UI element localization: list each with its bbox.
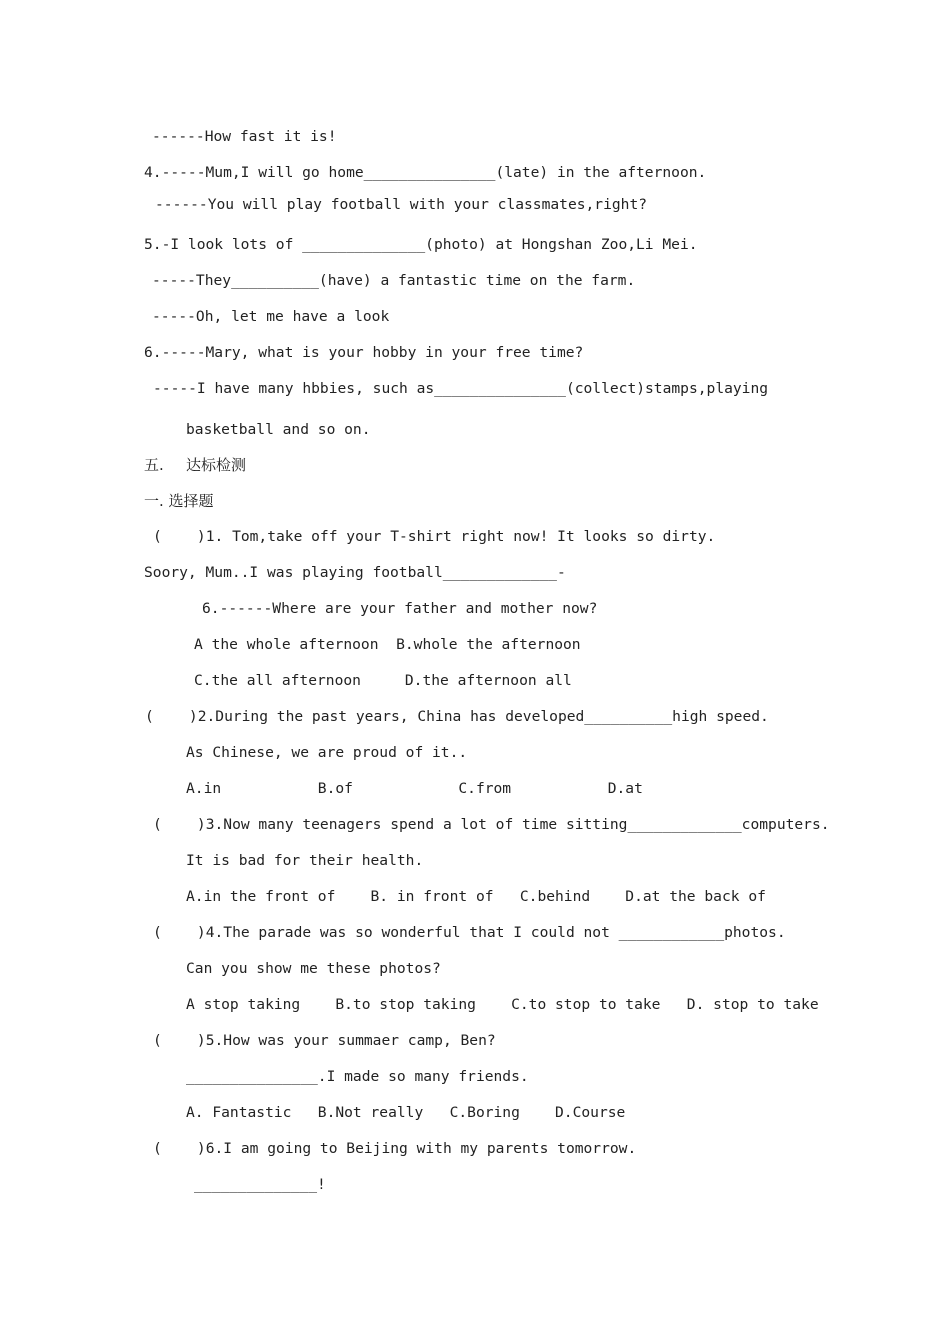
mc-question-1-options-2: C.the all afternoon D.the afternoon all bbox=[194, 672, 572, 689]
question-5-reply-2: -----Oh, let me have a look bbox=[152, 308, 390, 325]
mc-question-1-line-3: 6.------Where are your father and mother now? bbox=[202, 600, 598, 617]
mc-question-6: ( )6.I am going to Beijing with my parents tomorrow. bbox=[153, 1140, 637, 1157]
mc-question-2-options: A.in B.of C.from D.at bbox=[186, 780, 643, 797]
question-6-reply-cont: basketball and so on. bbox=[186, 421, 371, 438]
section-heading: 达标检测 bbox=[186, 456, 247, 474]
mc-question-3-options: A.in the front of B. in front of C.behind D.at the back of bbox=[186, 888, 766, 905]
mc-question-3: ( )3.Now many teenagers spend a lot of time sitting_____________computers. bbox=[153, 816, 830, 833]
mc-question-2: ( )2.During the past years, China has developed__________high speed. bbox=[145, 708, 769, 725]
answer-line: ------How fast it is! bbox=[152, 128, 337, 145]
section-number: 五. bbox=[144, 456, 164, 474]
mc-question-4-options: A stop taking B.to stop taking C.to stop to take D. stop to take bbox=[186, 996, 819, 1013]
mc-question-6-line-2: ______________! bbox=[194, 1176, 326, 1193]
sub-heading: 一. 选择题 bbox=[144, 492, 214, 510]
question-5-reply: -----They__________(have) a fantastic time on the farm. bbox=[152, 272, 636, 289]
question-4-reply: ------You will play football with your classmates,right? bbox=[155, 196, 648, 213]
question-5-line: 5.-I look lots of ______________(photo) at Hongshan Zoo,Li Mei. bbox=[144, 236, 698, 253]
mc-question-1-options-1: A the whole afternoon B.whole the afternoon bbox=[194, 636, 581, 653]
mc-question-3-line-2: It is bad for their health. bbox=[186, 852, 424, 869]
question-6-line: 6.-----Mary, what is your hobby in your free time? bbox=[144, 344, 584, 361]
mc-question-5-options: A. Fantastic B.Not really C.Boring D.Course bbox=[186, 1104, 626, 1121]
question-4-line: 4.-----Mum,I will go home_______________(late) in the afternoon. bbox=[144, 164, 707, 181]
mc-question-4: ( )4.The parade was so wonderful that I could not ____________photos. bbox=[153, 924, 786, 941]
mc-question-1-line-2: Soory, Mum..I was playing football_____________- bbox=[144, 564, 566, 581]
mc-question-5: ( )5.How was your summaer camp, Ben? bbox=[153, 1032, 496, 1049]
mc-question-4-line-2: Can you show me these photos? bbox=[186, 960, 441, 977]
question-6-reply: -----I have many hbbies, such as_______________(collect)stamps,playing bbox=[153, 380, 769, 397]
mc-question-1: ( )1. Tom,take off your T-shirt right now! It looks so dirty. bbox=[153, 528, 716, 545]
mc-question-2-line-2: As Chinese, we are proud of it.. bbox=[186, 744, 468, 761]
mc-question-5-line-2: _______________.I made so many friends. bbox=[186, 1068, 529, 1085]
